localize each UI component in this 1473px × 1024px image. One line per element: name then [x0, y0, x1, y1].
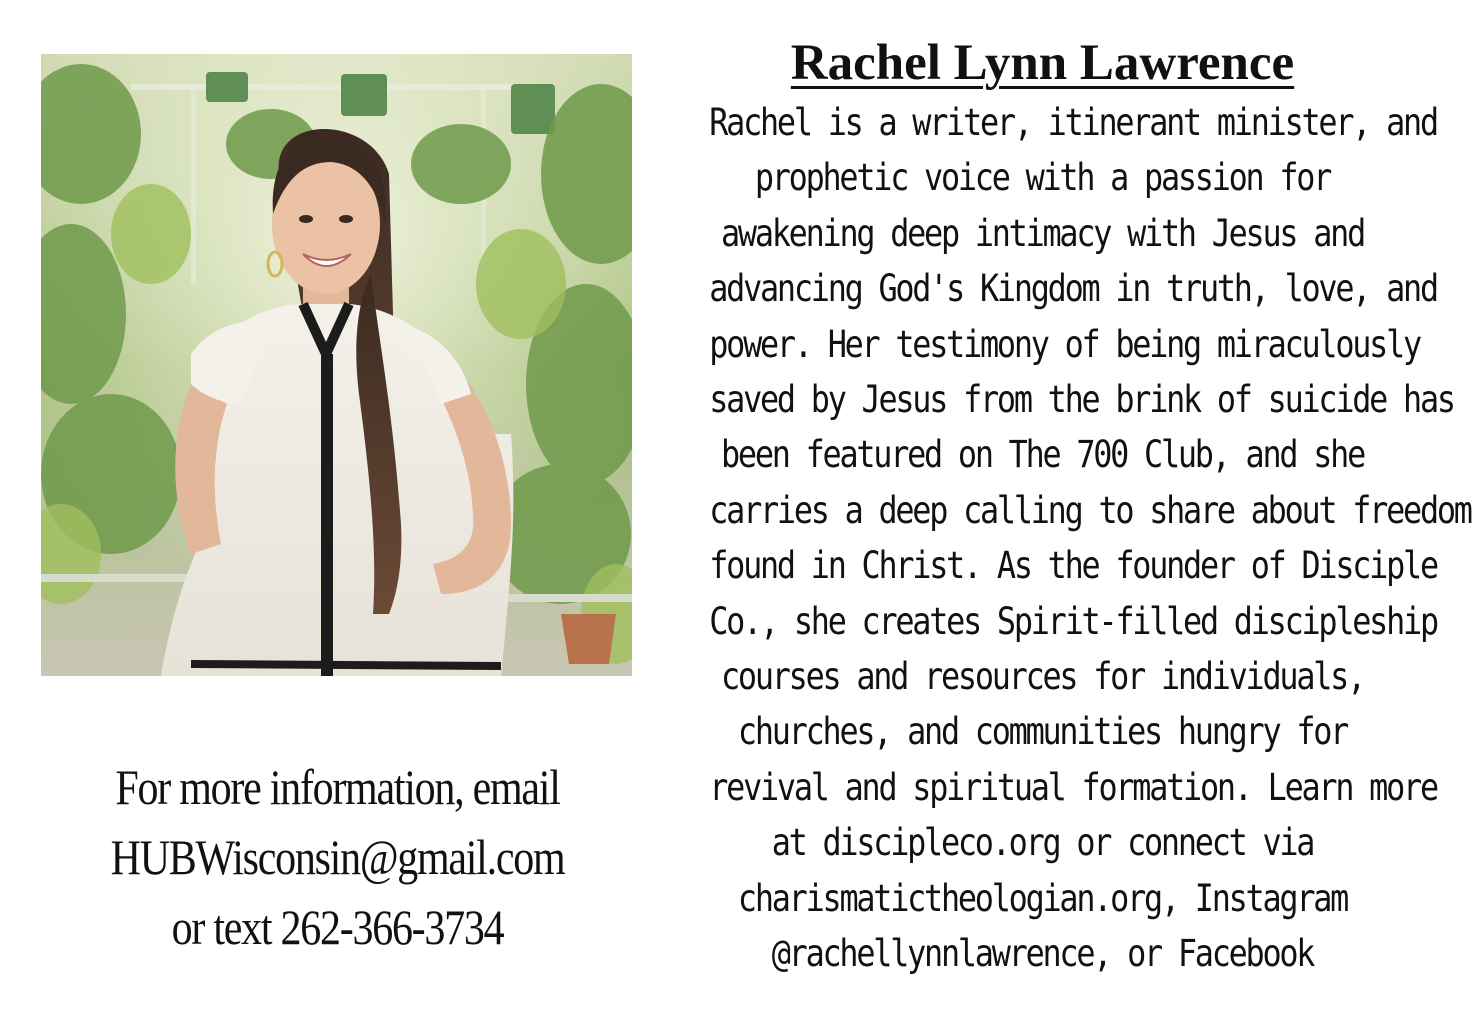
bio-name-heading: Rachel Lynn Lawrence [790, 35, 1295, 91]
bio-line: @rachellynnlawrence, or Facebook [771, 932, 1314, 976]
bio-line: found in Christ. As the founder of Disciple [709, 544, 1437, 588]
bio-line: courses and resources for individuals, [720, 655, 1365, 699]
bio-line: prophetic voice with a passion for [754, 156, 1331, 200]
bio-line: at discipleco.org or connect via [771, 821, 1314, 865]
bio-line: been featured on The 700 Club, and she [720, 433, 1365, 477]
bio-line: carries a deep calling to share about freedom [709, 488, 1471, 532]
bio-line: awakening deep intimacy with Jesus and [720, 211, 1365, 255]
bio-paragraph [709, 95, 1471, 982]
contact-phone[interactable]: or text 262-366-3734 [171, 899, 504, 955]
contact-info [88, 752, 588, 962]
bio-line: revival and spiritual formation. Learn more [709, 765, 1437, 809]
bio-section [655, 30, 1471, 982]
bio-line: Rachel is a writer, itinerant minister, and [709, 101, 1437, 144]
contact-intro: For more information, email [115, 759, 560, 815]
bio-line: charismatictheologian.org, Instagram [737, 876, 1348, 920]
bio-line: saved by Jesus from the brink of suicide has [709, 378, 1454, 422]
bio-line: churches, and communities hungry for [737, 710, 1348, 754]
contact-email[interactable]: HUBWisconsin@gmail.com [110, 829, 565, 885]
portrait-photo [41, 54, 632, 676]
portrait-illustration [41, 54, 632, 676]
bio-line: power. Her testimony of being miraculously [709, 322, 1420, 366]
bio-line: advancing God's Kingdom in truth, love, and [709, 267, 1437, 311]
bio-line: Co., she creates Spirit-filled discipleship [709, 599, 1437, 643]
